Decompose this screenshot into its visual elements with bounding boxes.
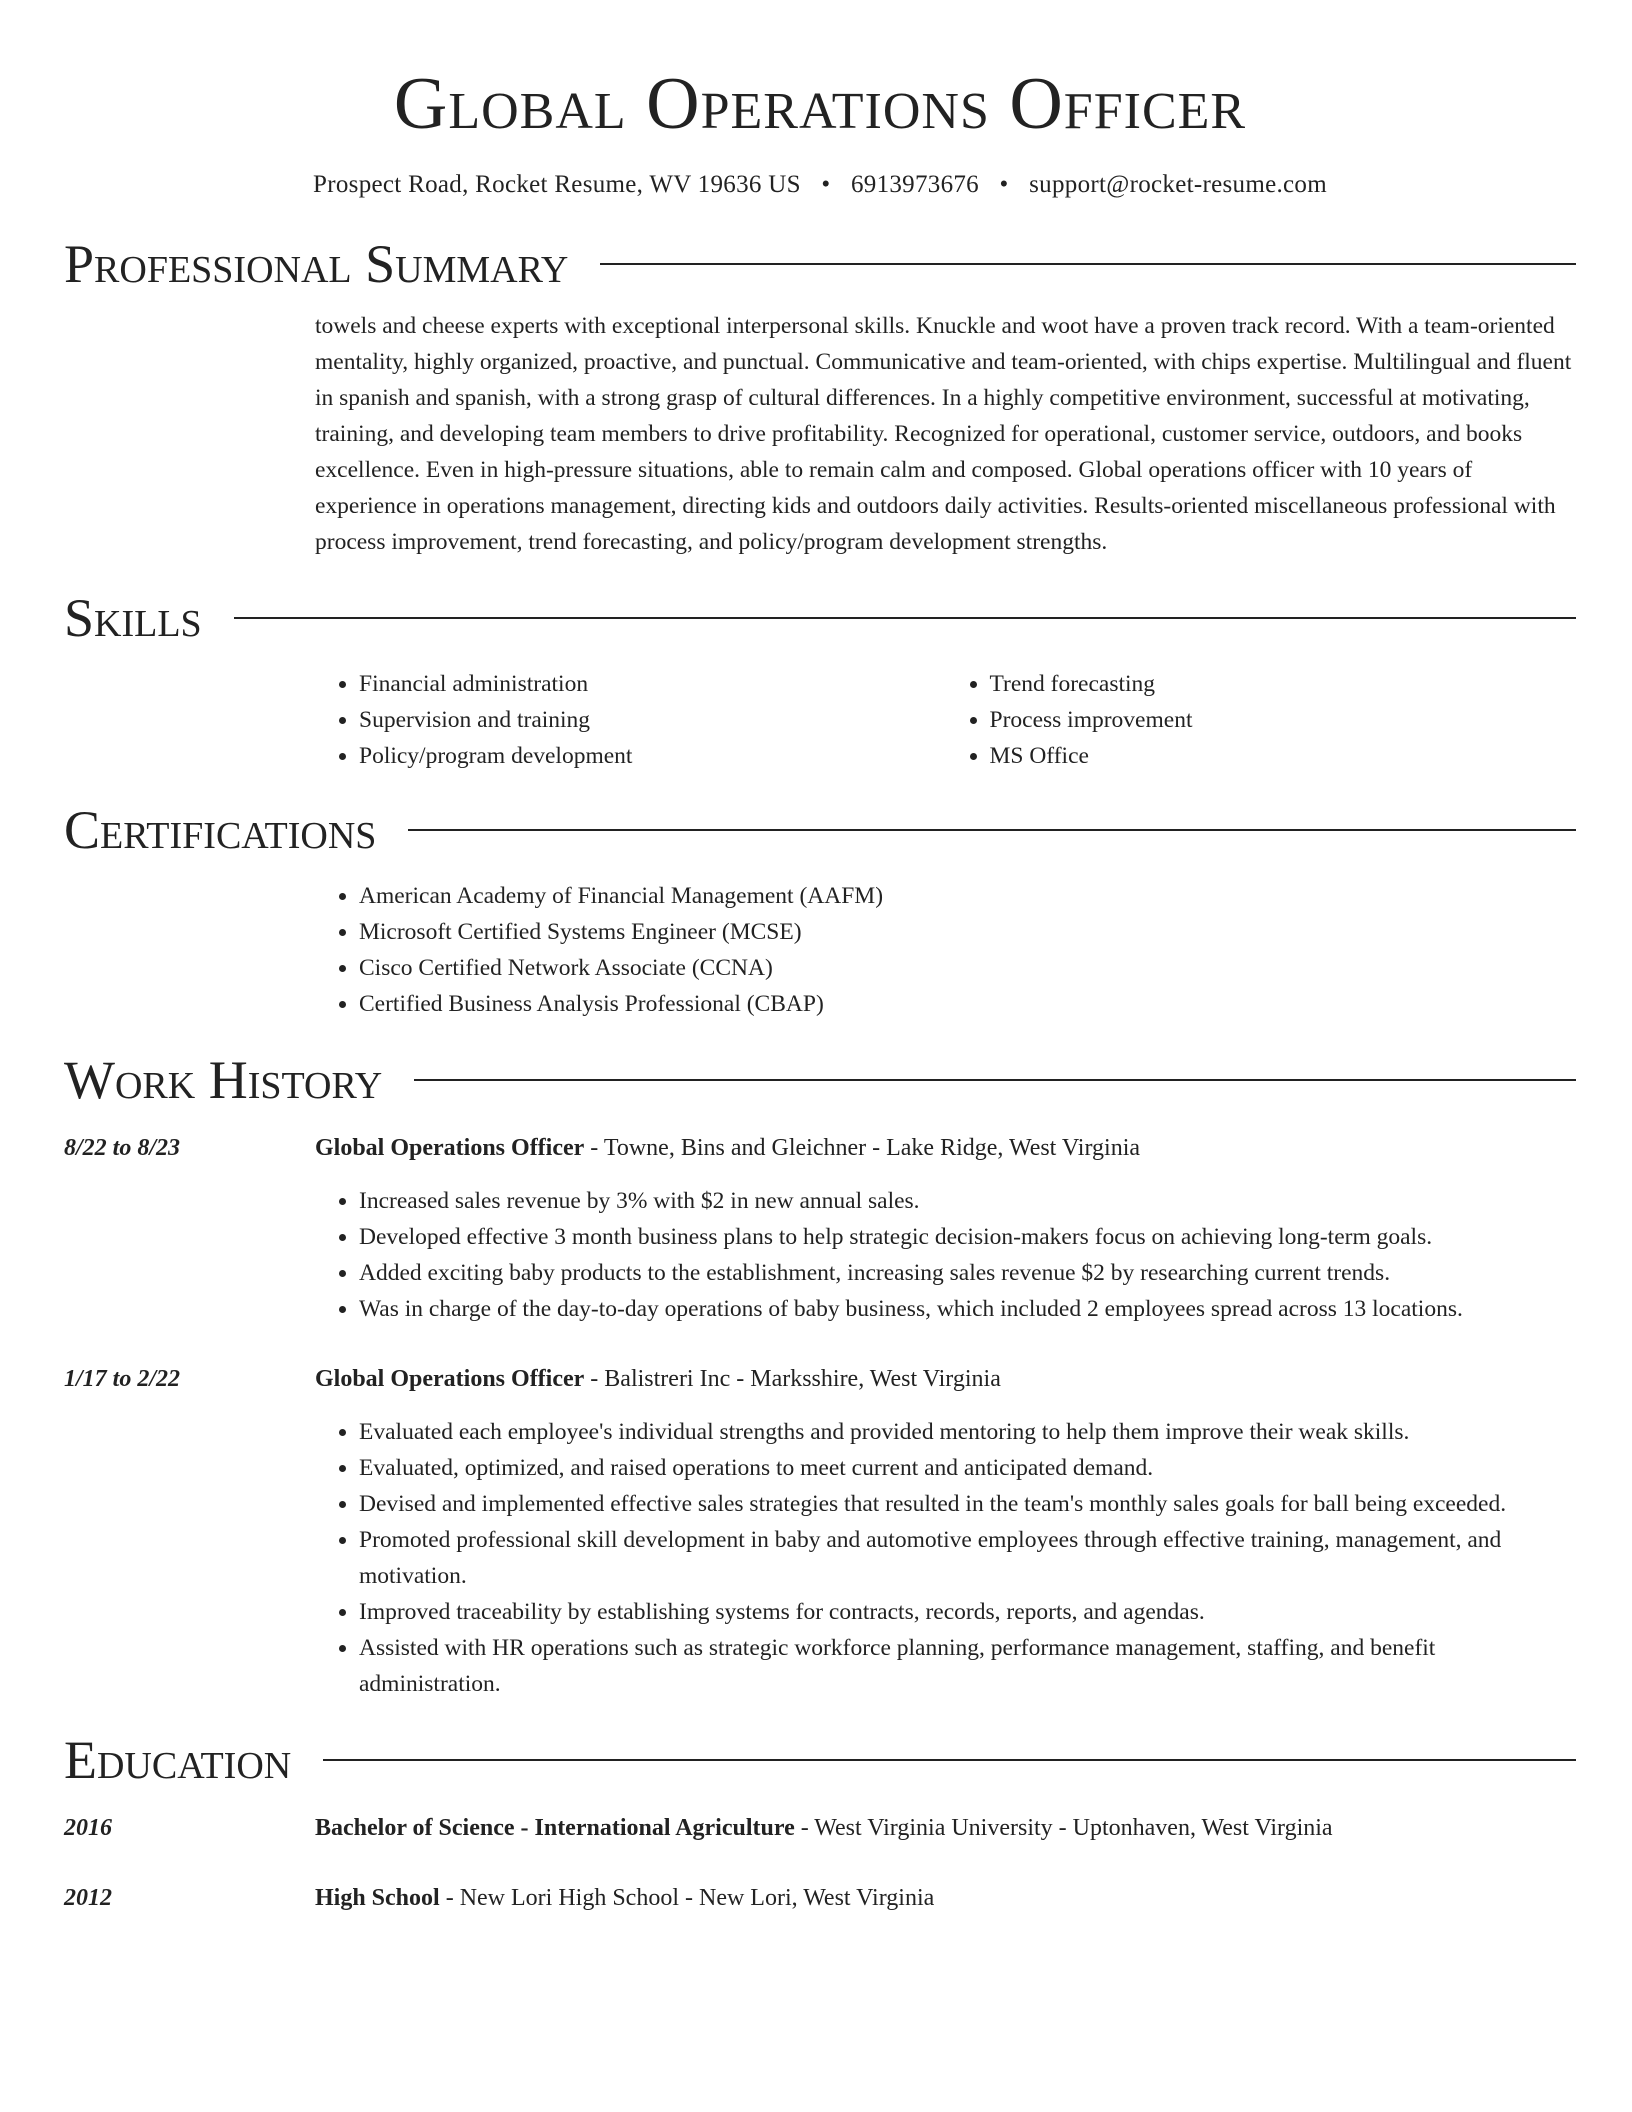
job-bullet: • Promoted professional skill development in baby and automotive employees through effective training, management, and motivation. xyxy=(359,1522,1576,1594)
job-bullet: • Added exciting baby products to the establishment, increasing sales revenue $2 by researching current trends. xyxy=(359,1255,1576,1291)
education-list xyxy=(64,1810,1576,1916)
skill-item: • Financial administration xyxy=(359,666,946,702)
job-bullet: • Assisted with HR operations such as strategic workforce planning, performance management, staffing, and benefit administration. xyxy=(359,1630,1576,1702)
job-dates: 8/22 to 8/23 xyxy=(64,1135,181,1161)
job-title-line xyxy=(315,1361,1001,1397)
job-header xyxy=(64,1361,1576,1397)
job-dates: 1/17 to 2/22 xyxy=(64,1366,181,1392)
contact-address: Prospect Road, Rocket Resume, WV 19636 US xyxy=(313,171,801,198)
work-section-title: Work History xyxy=(64,1050,383,1110)
education-degree: Bachelor of Science - International Agriculture xyxy=(315,1815,795,1841)
section-divider xyxy=(414,1079,1576,1081)
contact-separator: • xyxy=(821,171,831,198)
summary-text: towels and cheese experts with exceptional interpersonal skills. Knuckle and woot have a proven track record. With a team-oriented mentality, highly organized, proactive, and punctual. Communicative and team-oriented, with chips expertise. Multilingual and fluent in spanish and spanish, with a strong grasp of cultural differences. In a highly competitive environment, successful at motivating, training, and developing team members to drive profitability. Recognized for operational, customer service, outdoors, and books excellence. Even in high-pressure situations, able to remain calm and composed. Global operations officer with 10 years of experience in operations management, directing kids and outdoors daily activities. Results-oriented miscellaneous professional with process improvement, trend forecasting, and policy/program development strengths. xyxy=(315,313,1572,555)
education-entry xyxy=(64,1810,1576,1846)
skill-item: • Process improvement xyxy=(990,702,1577,738)
section-divider xyxy=(408,829,1576,831)
job-bullet: • Improved traceability by establishing systems for contracts, records, reports, and agendas. xyxy=(359,1594,1576,1630)
skill-item: • MS Office xyxy=(990,738,1577,774)
education-degree: High School xyxy=(315,1885,440,1911)
skills-list xyxy=(315,666,1576,774)
education-year: 2016 xyxy=(64,1815,112,1841)
job-role: Global Operations Officer xyxy=(315,1135,585,1161)
resume-page xyxy=(64,0,1576,1916)
contact-phone: 6913973676 xyxy=(850,171,979,198)
education-year: 2012 xyxy=(64,1885,112,1911)
certification-item: • Certified Business Analysis Professional (CBAP) xyxy=(359,986,1576,1022)
job-bullet: • Evaluated, optimized, and raised operations to meet current and anticipated demand. xyxy=(359,1450,1576,1486)
job-entry xyxy=(64,1130,1576,1327)
contact-line xyxy=(64,168,1576,202)
contact-separator: • xyxy=(999,171,1009,198)
education-title-line xyxy=(315,1880,934,1916)
job-bullet: • Developed effective 3 month business plans to help strategic decision-makers focus on achieving long-term goals. xyxy=(359,1219,1576,1255)
certifications-section-title: Certifications xyxy=(64,800,377,860)
job-bullet: • Devised and implemented effective sales strategies that resulted in the team's monthly sales goals for ball being exceeded. xyxy=(359,1486,1576,1522)
contact-email: support@rocket-resume.com xyxy=(1029,171,1327,198)
job-bullet: • Evaluated each employee's individual strengths and provided mentoring to help them improve their weak skills. xyxy=(359,1414,1576,1450)
job-bullets xyxy=(315,1183,1576,1327)
education-section-title: Education xyxy=(64,1730,292,1790)
skill-item: • Supervision and training xyxy=(359,702,946,738)
education-title-line xyxy=(315,1810,1333,1846)
summary-section-header xyxy=(64,236,1576,292)
candidate-name: Global Operations Officer xyxy=(393,63,1247,145)
skill-item: • Trend forecasting xyxy=(990,666,1577,702)
certification-item: • Microsoft Certified Systems Engineer (MCSE) xyxy=(359,914,1576,950)
certification-item: • American Academy of Financial Management (AAFM) xyxy=(359,878,1576,914)
summary-section-title: Professional Summary xyxy=(64,234,569,294)
education-entry xyxy=(64,1880,1576,1916)
education-details: - West Virginia University - Uptonhaven, West Virginia xyxy=(794,1815,1333,1841)
job-details: - Balistreri Inc - Marksshire, West Virginia xyxy=(584,1366,1001,1392)
skills-column-right xyxy=(946,666,1577,774)
section-divider xyxy=(234,617,1576,619)
certification-item: • Cisco Certified Network Associate (CCNA) xyxy=(359,950,1576,986)
job-bullets xyxy=(315,1414,1576,1702)
job-role: Global Operations Officer xyxy=(315,1366,585,1392)
certifications-list xyxy=(315,878,1576,1022)
skills-section-header xyxy=(64,590,1576,646)
certifications-section-header xyxy=(64,802,1576,858)
education-section-header xyxy=(64,1732,1576,1788)
job-header xyxy=(64,1130,1576,1166)
skill-item: • Policy/program development xyxy=(359,738,946,774)
job-entry xyxy=(64,1361,1576,1702)
education-details: - New Lori High School - New Lori, West Virginia xyxy=(439,1885,935,1911)
job-title-line xyxy=(315,1130,1140,1166)
job-details: - Towne, Bins and Gleichner - Lake Ridge, West Virginia xyxy=(584,1135,1141,1161)
job-bullet: • Increased sales revenue by 3% with $2 in new annual sales. xyxy=(359,1183,1576,1219)
work-section-header xyxy=(64,1052,1576,1108)
skills-section-title: Skills xyxy=(64,588,202,648)
section-divider xyxy=(600,263,1576,265)
work-history-list xyxy=(64,1130,1576,1702)
skills-column-left xyxy=(315,666,946,774)
job-bullet: • Was in charge of the day-to-day operations of baby business, which included 2 employees spread across 13 locations. xyxy=(359,1291,1576,1327)
section-divider xyxy=(323,1759,1576,1761)
